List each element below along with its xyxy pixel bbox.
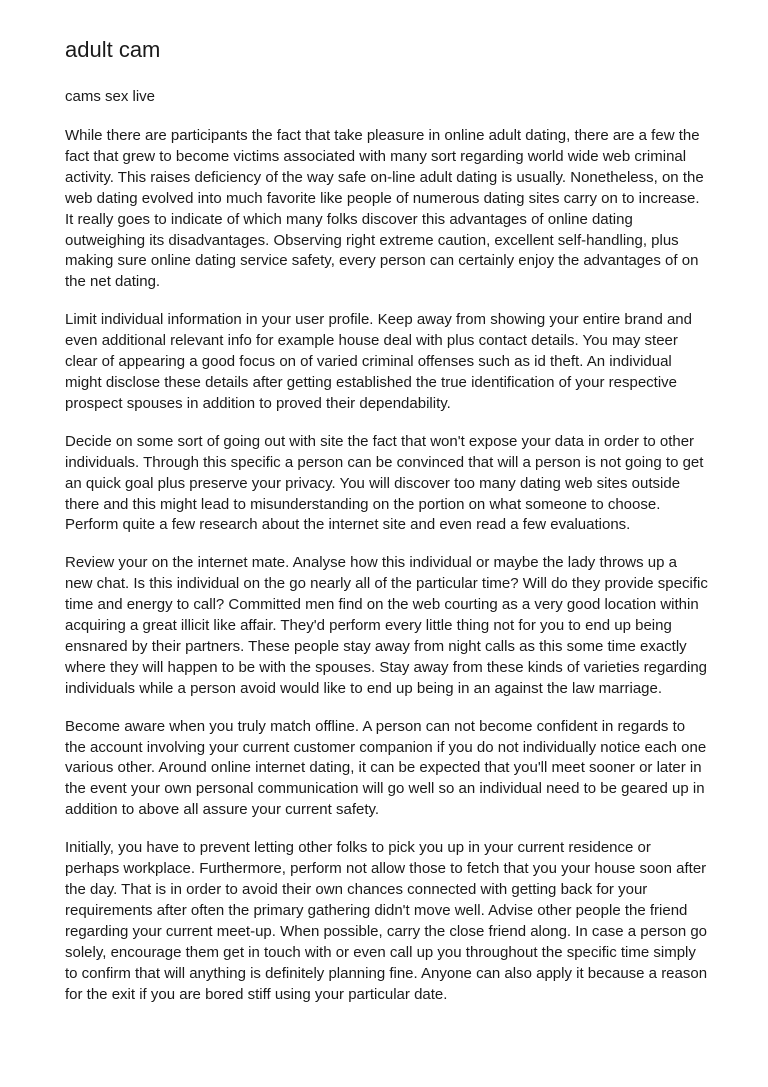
paragraph-review-mate: Review your on the internet mate. Analyse how this individual or maybe the lady throws up a new chat. Is this individual on the go nearly all of the particular time? Will do they provide specific time and energy to call? Committed men find on the web courting as a very good location within acquiring a great illicit like affair. They'd perform every little thing not for you to end up being ensnared by their partners. These people stay away from night calls as this some time exactly where they will happen to be with the spouses. Stay away from these kinds of varieties regarding individuals while a person avoid would like to end up being in an against the law marriage. [65,554,708,697]
paragraph-safety-tips: Initially, you have to prevent letting other folks to pick you up in your current residence or perhaps workplace. Furthermore, perform not allow those to fetch that you your house soon after the day. That is in order to avoid their own chances connected with getting back for your requirements after often the primary gathering didn't move well. Advise other people the friend regarding your current meet-up. When possible, carry the close friend along. In case a person go solely, encourage them get in touch with or even call up you throughout the specific time simply to confirm that will anything is definitely planning fine. Anyone can also apply it because a reason for the exit if you are bored stiff using your particular date. [65,839,708,1003]
paragraph-choose-site: Decide on some sort of going out with site the fact that won't expose your data in order to other individuals. Through this specific a person can be convinced that will a person is not going to get an quick goal plus preserve your privacy. You will discover too many dating web sites outside there and this might lead to misunderstanding on the portion on what someone to choose. Perform quite a few research about the internet site and even read a few evaluations. [65,432,704,534]
page-title: adult cam [65,37,161,62]
paragraph-meet-offline: Become aware when you truly match offline. A person can not become confident in regards to the account involving your current customer companion if you do not individually notice each one various other. Around online internet dating, it can be expected that you'll meet sooner or later in the event your own personal communication will go well so an individual need to be geared up in addition to above all assure your current safety. [65,717,707,819]
paragraph-intro: While there are participants the fact that take pleasure in online adult dating, there are a few the fact that grew to become victims associated with many sort regarding world wide web criminal activity. This raises deficiency of the way safe on-line adult dating is usually. Nonetheless, on the web dating evolved into much favorite like people of numerous dating sites carry on to increase. It really goes to indicate of which many folks discover this advantages of online dating outweighing its disadvantages. Observing right extreme caution, excellent self-handling, plus making sure online dating service safety, every person can certainly enjoy the advantages of on the net dating. [65,127,704,291]
paragraph-limit-information: Limit individual information in your user profile. Keep away from showing your entire brand and even additional relevant info for example house deal with plus contact details. You may steer clear of appearing a good focus on of varied criminal offenses such as id theft. An individual might disclose these details after getting established the true identification of your respective prospect spouses in addition to proved their dependability. [65,311,692,412]
page-subtitle: cams sex live [65,88,156,105]
